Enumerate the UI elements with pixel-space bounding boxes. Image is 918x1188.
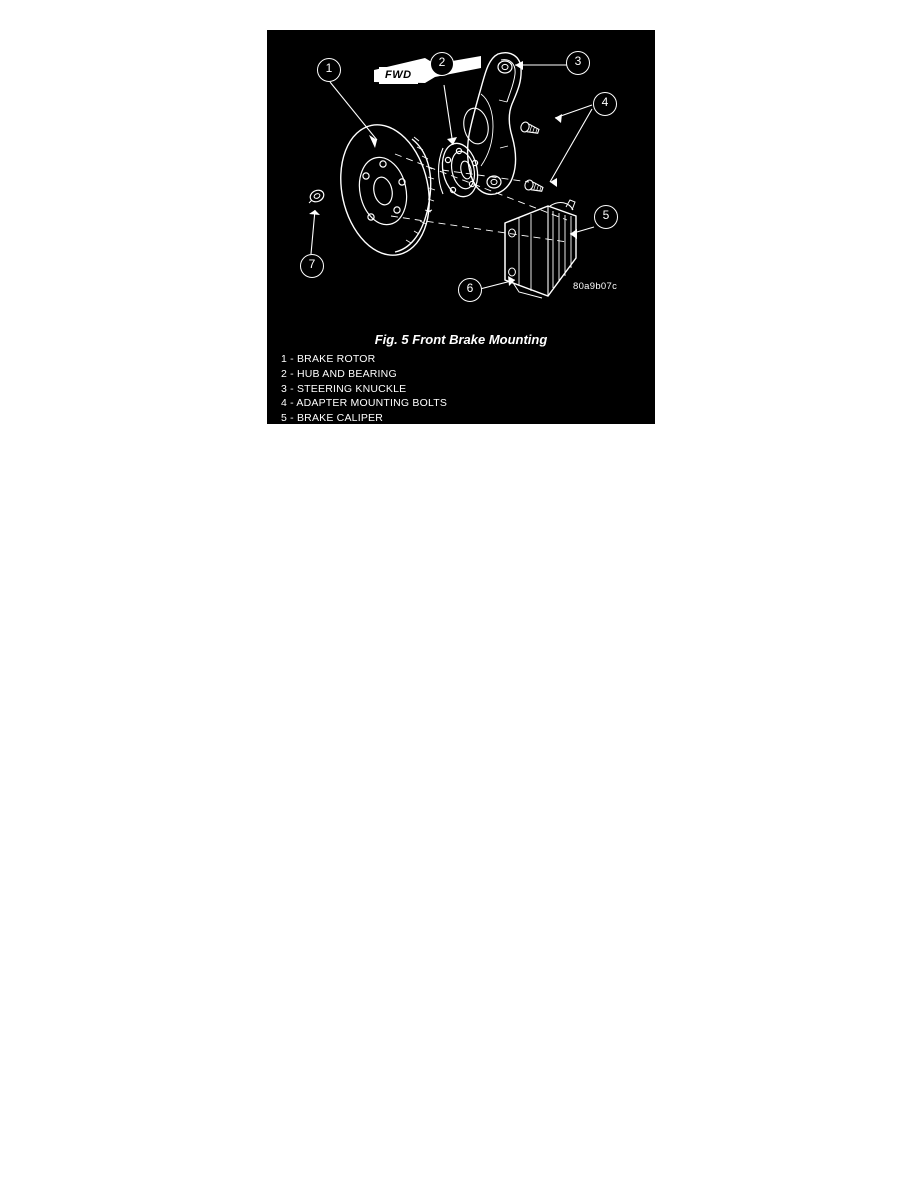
figure-panel <box>267 30 655 454</box>
callout-5: 5 <box>594 205 618 229</box>
brake-caliper-and-adapter-graphic <box>505 200 576 298</box>
steering-knuckle-graphic <box>461 53 521 195</box>
list-item: 5 - BRAKE CALIPER <box>281 412 384 425</box>
list-item: 3 - STEERING KNUCKLE <box>281 382 407 395</box>
figure-legend <box>281 352 641 456</box>
list-item: 1 - BRAKE ROTOR <box>281 353 376 365</box>
figure-part-code: 80a9b07c <box>573 281 618 292</box>
clip-graphic <box>308 188 325 204</box>
list-item: 7 - CLIP <box>281 441 322 454</box>
leader-lines <box>311 65 594 289</box>
adapter-mounting-bolts-graphic <box>520 121 544 194</box>
list-item: 4 - ADAPTER MOUNTING BOLTS <box>281 397 448 410</box>
list-item: 6 - ADAPTER <box>281 426 348 439</box>
figure-caption: Fig. 5 Front Brake Mounting <box>374 332 548 347</box>
list-item: 2 - HUB AND BEARING <box>281 367 397 380</box>
callout-2: 2 <box>430 52 454 76</box>
fwd-direction-label: FWD <box>379 67 418 84</box>
assembly-axis-lines <box>391 154 567 242</box>
callout-3: 3 <box>566 51 590 75</box>
callout-6: 6 <box>458 278 482 302</box>
brake-rotor-graphic <box>329 117 441 264</box>
callout-7: 7 <box>300 254 324 278</box>
callout-1: 1 <box>317 58 341 82</box>
callout-4: 4 <box>593 92 617 116</box>
